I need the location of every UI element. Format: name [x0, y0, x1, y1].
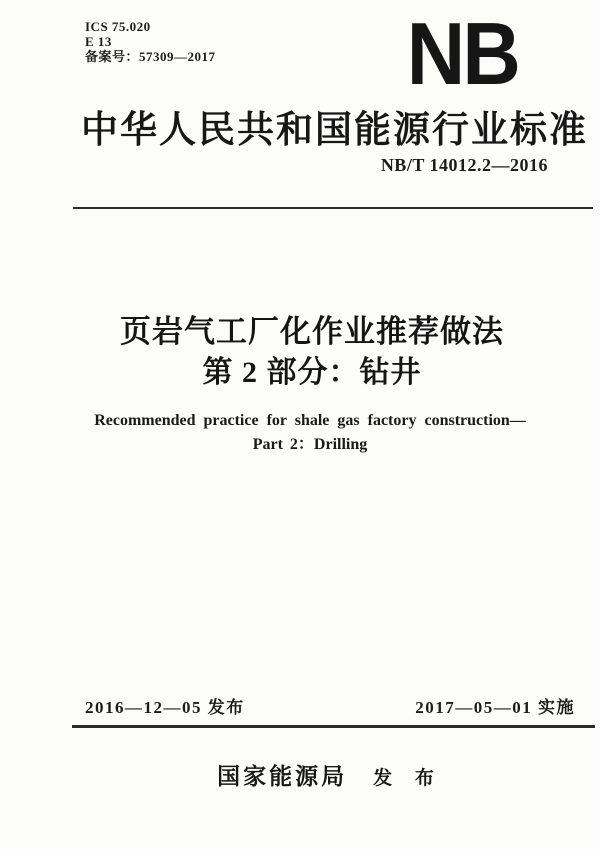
title-zh-line2: 第 2 部分：钻井	[202, 356, 422, 389]
document-title-zh	[12, 312, 600, 394]
org-title: 中华人民共和国能源行业标准	[81, 110, 588, 151]
issue-date: 2016—12—05 发布	[85, 698, 245, 717]
publisher-row	[30, 758, 600, 791]
publisher-name: 国家能源局	[217, 764, 348, 789]
title-en-line2: Part 2：Drilling	[252, 436, 368, 453]
publish-action-label: 发 布	[373, 768, 443, 789]
header-rule	[73, 207, 593, 209]
nb-logo: NB	[406, 4, 518, 103]
classification-code: E 13	[85, 34, 112, 49]
title-zh-line1: 页岩气工厂化作业推荐做法	[120, 314, 504, 349]
footer-rule	[72, 725, 595, 728]
ics-code: ICS 75.020	[85, 19, 151, 34]
title-en-line1: Recommended practice for shale gas factory construction—	[94, 412, 526, 429]
record-number: 备案号：57309—2017	[85, 49, 216, 64]
implement-date: 2017—05—01 实施	[415, 698, 575, 717]
dates-row	[85, 693, 575, 718]
standard-number: NB/T 14012.2—2016	[380, 155, 548, 175]
ics-block	[85, 19, 216, 64]
document-title-en	[10, 409, 600, 457]
